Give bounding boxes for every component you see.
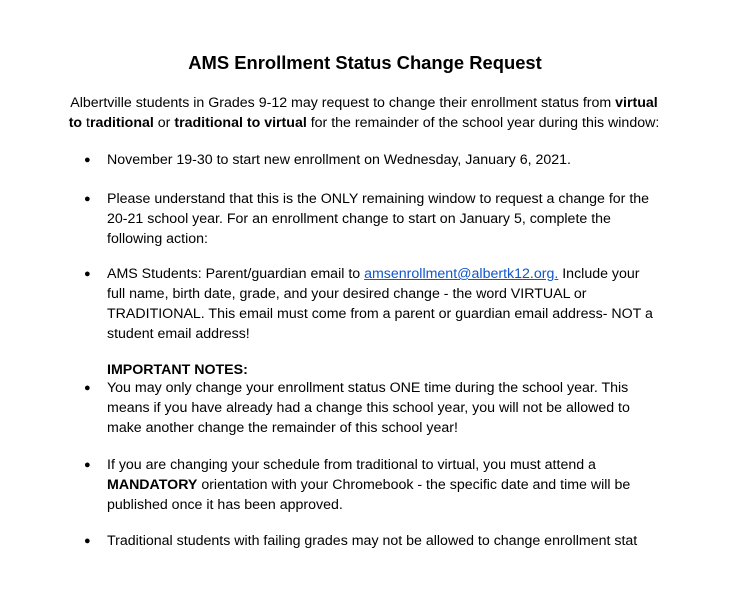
intro-text: Albertville students in Grades 9-12 may request to change their enrollment status from (70, 95, 616, 111)
bullet-icon: ● (84, 382, 91, 394)
bullet-icon: ● (84, 459, 91, 471)
list-item-line: TRADITIONAL. This email must come from a parent or guardian email address- NOT a (107, 306, 653, 322)
intro-text: or (153, 115, 175, 131)
bullet-icon: ● (84, 154, 91, 166)
list-item-text-suffix: Include your (558, 266, 640, 282)
list-item-line: November 19-30 to start new enrollment on Wednesday, January 6, 2021. (107, 152, 571, 168)
list-item-text (107, 455, 682, 515)
list-item-line: student email address! (107, 326, 250, 342)
list-item-text-rest: orientation with your Chromebook - the specific date and time will be (197, 477, 631, 493)
mandatory-bold-text: MANDATORY (107, 477, 198, 493)
list-item-line: means if you have already had a change this school year, you will not be allowed to (107, 400, 630, 416)
bullet-icon: ● (84, 193, 91, 205)
intro-bold-traditional: raditional (89, 115, 154, 131)
bullet-icon: ● (84, 268, 91, 280)
list-item-text (107, 531, 682, 551)
list-item-text (107, 189, 682, 249)
intro-bold-to: to (68, 115, 83, 131)
list-item-text (107, 378, 682, 438)
list-item-text (107, 150, 682, 170)
page-title: AMS Enrollment Status Change Request (188, 52, 542, 73)
list-item-line: published once it has been approved. (107, 497, 343, 513)
list-item-line: You may only change your enrollment status ONE time during the school year. This (107, 380, 629, 396)
list-item-line: If you are changing your schedule from traditional to virtual, you must attend a (107, 457, 596, 473)
enrollment-email-link[interactable]: amsenrollment@albertk12.org. (364, 266, 559, 282)
list-item-text-prefix: AMS Students: Parent/guardian email to (107, 266, 365, 282)
intro-bold-virtual: virtual (615, 95, 658, 111)
list-item-line: make another change the remainder of this school year! (107, 420, 458, 436)
list-item-line: full name, birth date, grade, and your desired change - the word VIRTUAL or (107, 286, 587, 302)
intro-paragraph (60, 93, 668, 133)
intro-text: for the remainder of the school year during this window: (306, 115, 660, 131)
intro-text: t (82, 115, 90, 131)
list-item-line: Please understand that this is the ONLY remaining window to request a change for the (107, 191, 650, 207)
bullet-icon: ● (84, 535, 91, 547)
list-item-text (107, 264, 682, 344)
intro-line-1 (60, 93, 668, 113)
list-item-line: 20-21 school year. For an enrollment change to start on January 5, complete the (107, 211, 611, 227)
intro-line-2 (60, 113, 668, 133)
list-item-line: Traditional students with failing grades may not be allowed to change enrollment stat (107, 533, 638, 549)
list-item-line (107, 475, 682, 495)
intro-bold-traditional-to-virtual: traditional to virtual (174, 115, 307, 131)
list-item-line: following action: (107, 231, 208, 247)
list-item-line (107, 264, 682, 284)
important-notes-heading: IMPORTANT NOTES: (107, 362, 248, 378)
